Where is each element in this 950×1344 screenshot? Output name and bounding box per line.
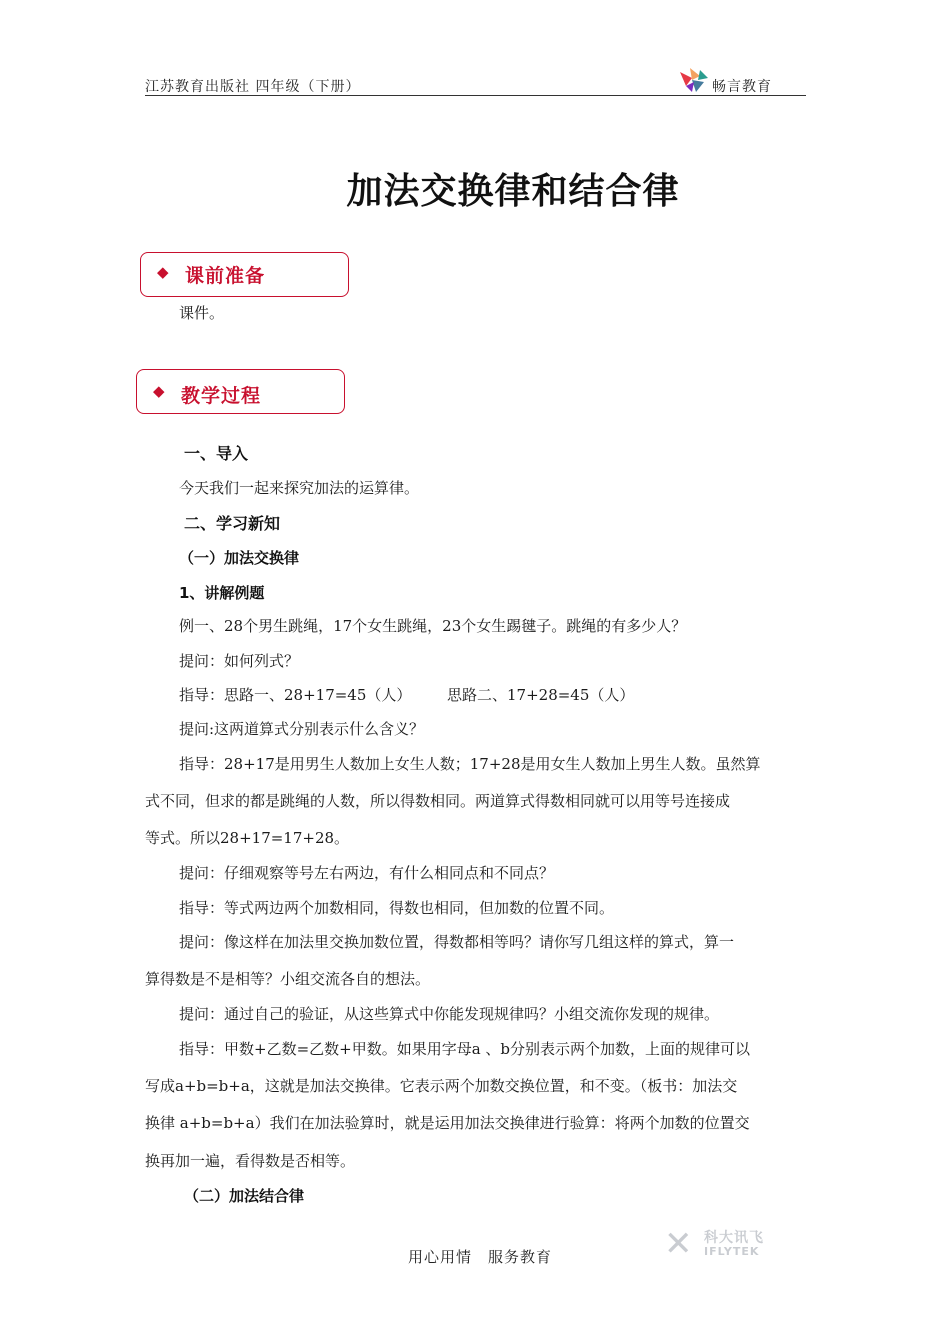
subheading-associative: （二）加法结合律	[184, 1187, 305, 1205]
paragraph-line: 提问：像这样在加法里交换加数位置，得数都相等吗？请你写几组这样的算式，算一	[179, 933, 735, 951]
section-box-prep	[140, 252, 349, 297]
paragraph: 指导：思路一、28+17=45（人）	[179, 686, 412, 704]
section-box-process	[136, 369, 345, 414]
section-label-process: 教学过程	[181, 385, 262, 407]
watermark-logo	[664, 1224, 774, 1265]
paragraph: 提问：仔细观察等号左右两边，有什么相同点和不同点？	[179, 864, 555, 882]
watermark-en: IFLYTEK	[704, 1245, 760, 1258]
subheading-commutative: （一）加法交换律	[179, 549, 300, 567]
paragraph-line: 换律 a+b=b+a）我们在加法验算时，就是运用加法交换律进行验算：将两个加数的位置交	[145, 1114, 750, 1132]
footer-slogan: 用心用情 服务教育	[407, 1248, 552, 1266]
prep-text: 课件。	[179, 304, 225, 322]
paragraph: 今天我们一起来探究加法的运算律。	[179, 479, 420, 497]
paragraph: 思路二、17+28=45（人）	[447, 686, 635, 704]
paragraph-line: 等式。所以28+17=17+28。	[145, 829, 350, 847]
paragraph: 提问：通过自己的验证，从这些算式中你能发现规律吗？小组交流你发现的规律。	[179, 1005, 720, 1023]
iflytek-x-icon: ✕	[664, 1224, 693, 1264]
section-label-prep: 课前准备	[185, 265, 266, 287]
paragraph-line: 指导：甲数+乙数=乙数+甲数。如果用字母a 、b分别表示两个加数，上面的规律可以	[179, 1040, 751, 1058]
diamond-icon: ◆	[153, 382, 165, 400]
subheading-example: 1、讲解例题	[179, 584, 265, 602]
paragraph-line: 算得数是不是相等？小组交流各自的想法。	[145, 970, 431, 988]
diamond-icon: ◆	[157, 263, 169, 281]
heading-new-knowledge: 二、学习新知	[184, 514, 281, 533]
page-title: 加法交换律和结合律	[346, 170, 680, 212]
watermark-cn: 科大讯飞	[704, 1230, 764, 1246]
paragraph-line: 式不同，但求的都是跳绳的人数，所以得数相同。两道算式得数相同就可以用等号连接成	[145, 792, 731, 810]
header-brand: 畅言教育	[712, 79, 772, 95]
heading-intro: 一、导入	[184, 444, 249, 463]
paragraph-line: 写成a+b=b+a，这就是加法交换律。它表示两个加数交换位置，和不变。（板书：加法交	[145, 1077, 738, 1095]
header-divider	[145, 95, 806, 96]
header-publisher: 江苏教育出版社 四年级（下册）	[145, 79, 361, 95]
paragraph: 提问:这两道算式分别表示什么含义？	[179, 720, 425, 738]
paragraph: 例一、28个男生跳绳，17个女生跳绳，23个女生踢毽子。跳绳的有多少人？	[179, 617, 687, 635]
paragraph: 提问：如何列式？	[179, 652, 300, 670]
paragraph: 指导：等式两边两个加数相同，得数也相同，但加数的位置不同。	[179, 899, 615, 917]
paragraph-line: 换再加一遍，看得数是否相等。	[145, 1152, 356, 1170]
brand-logo-icon	[676, 64, 712, 94]
paragraph-line: 指导：28+17是用男生人数加上女生人数；17+28是用女生人数加上男生人数。虽然算	[179, 755, 761, 773]
